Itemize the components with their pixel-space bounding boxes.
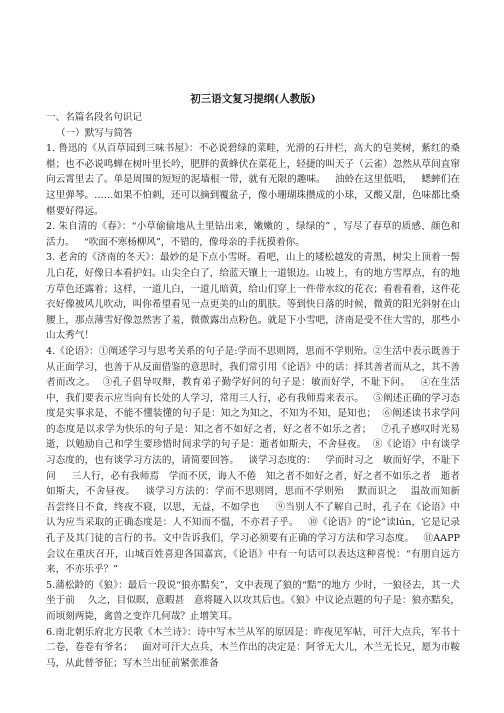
subsection-heading: （一）默写与简答 [56,127,133,139]
paragraph-3: 3. 老舍的《济南的冬天》：最妙的是下点小雪呀。看吧，山上的矮松越发的青黑，树尖上顶着一髻儿白花，好像日本看护妇。山尖全白了，给蓝天镶上一道银边。山坡上，有的地方雪厚点，有的地方草色还露着；这样，一道儿白，一道儿暗黄，给山们穿上一件带水纹的花衣；看着看着，这件花衣好像被风儿吹动，叫你希望看见一点更美的山的肌肤。等到快日落的时候，微黄的阳光斜射在山腰上，那点薄雪好像忽然害了羞，微微露出点粉色。就是下小雪吧，济南是受不住大雪的，那些小山太秀气！ [46,252,460,342]
paragraph-6: 6.南北朝乐府北方民歌《木兰诗》：诗中写木兰从军的原因是：昨夜见军帖，可汗大点兵，军书十二卷，卷卷有爷名； 面对可汗大点兵，木兰作出的决定是：阿爷无大儿，木兰无长兄，愿为市鞍马，从此替爷征；写木兰出征前紧张准备 [46,626,460,669]
paragraph-1: 1. 鲁迅的《从百草园到三味书屋》：不必说碧绿的菜畦，光滑的石井栏，高大的皂荚树，紫红的桑椹；也不必说鸣蝉在树叶里长吟，肥胖的黄蜂伏在菜花上，轻捷的叫天子（云雀）忽然从草间直窜向云霄里去了。单是周围的短短的泥墙根一带，就有无限的趣味。 油蛉在这里低唱， 蟋蟀们在这里弹琴。……如果不怕刺，还可以摘到覆盆子，像小珊瑚珠攒成的小球，又酸又甜，色味都比桑椹要好得远。 [46,143,460,217]
paragraph-5: 5.蒲松龄的《狼》：最后一段说“狼亦黠矣”，文中表现了狼的“黠”的地方 少时，一狼径去，其一犬坐于前 久之，目似瞑，意暇甚 意将隧入以攻其后也。《狼》中议论点题的句子是：狼亦黠矣，而顷刻两毙，禽兽之变诈几何哉？止增笑耳。 [46,579,460,622]
section-heading: 一、名篇名段名句识记 [46,112,142,123]
paragraph-2: 2. 朱自清的《春》：“小草偷偷地从土里钻出来，嫩嫩的 ，绿绿的” ，写尽了春草的质感、颜色和活力。 “吹面不寒杨柳风”，不错的，像母亲的手抚摸着你。 [46,221,460,248]
paragraph-4: 4.《论语》：①阐述学习与思考关系的句子是:学而不思则罔，思而不学则殆。②生活中表示既善于从正面学习，也善于从反面借鉴的意思时，我们常引用《论语》中的话：择其善者而从之，其不善者而改之。 ③孔子倡导叹辩，教育弟子勤学好问的句子是：敏而好学，不耻下问。 ④在生活中，我们要表示应当向有长处的人学习，常用三人行，必有我师焉来表示。 ⑤阐述正确的学习态度是实事求是，不能不懂装懂的句子是：知之为知之，不知为不知，是知也； ⑥阐述读书求学问的态度是以求学为快乐的句子是：知之者不如好之者，好之者不如乐之者； ⑦孔子感叹时光易逝，以勉励自己和学生要珍惜时间求学的句子是：逝者如斯夫，不舍昼夜。 ⑧《论语》中有谈学习态度的，也有谈学习方法的，请简要回答。 谈学习态度的： 学而时习之 敏而好学，不耻下问 三人行，必有我师焉 学而不厌，诲人不倦 知之者不如好之者，好之者不如乐之者 逝者如斯夫，不舍昼夜。 谈学习方法的：学而不思则罔，思而不学则殆 默而识之 温故而知新 吾尝终日不食，终夜不寝，以思，无益，不如学也 ⑨当别人不了解自己时，孔子在《论语》中认为应当采取的正确态度是：人不知而不愠，不亦君子乎。 ⑩《论语》的“论”读lún，它是记录孔子及其门徒的言行的书。文中告诉我们，学习必须要有正确的学习方法和学习态度。 ⑪AAPP会议在重庆召开，山城百姓喜迎各国嘉宾，《论语》中有一句话可以表达这种喜悦：“有朋自远方来，不亦乐乎？” [46,345,476,576]
document-title: 初三语文复习提纲(人教版) [190,93,316,105]
